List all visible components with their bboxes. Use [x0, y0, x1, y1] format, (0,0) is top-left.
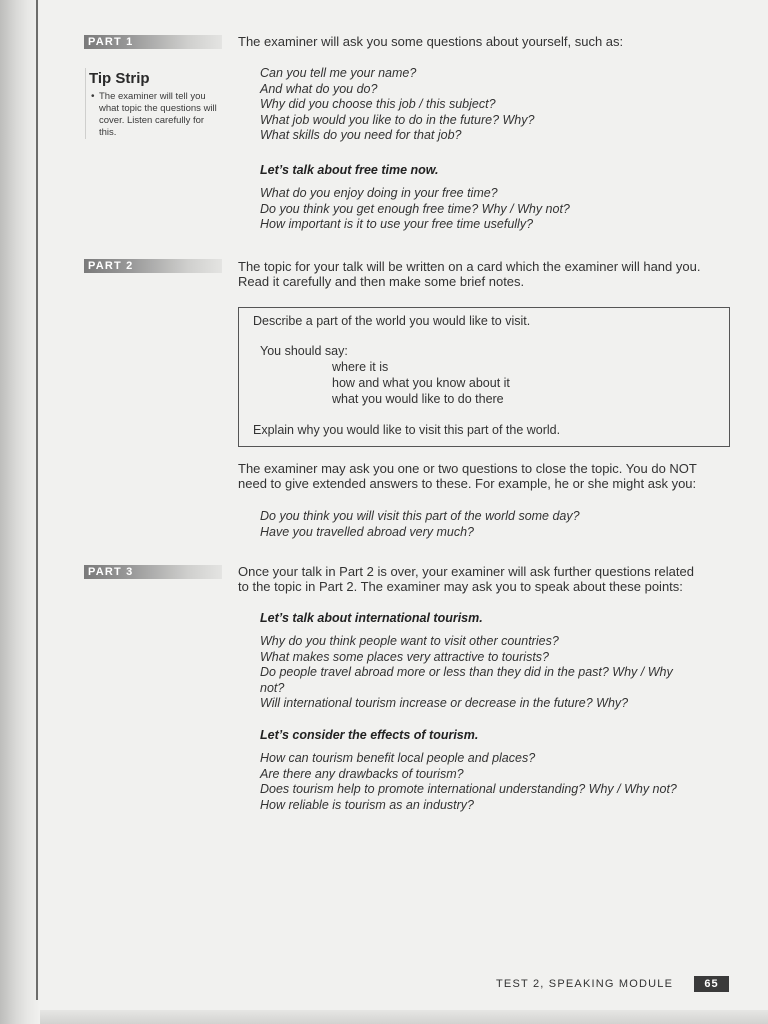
tip-strip — [85, 68, 229, 139]
part-2-followup-line: need to give extended answers to these. For example, he or she might ask you: — [238, 476, 697, 491]
question: Do you think you will visit this part of the world some day? — [260, 509, 580, 523]
part-3-effects-questions — [260, 751, 677, 813]
part-1-questions — [260, 66, 534, 144]
part-3-effects-heading: Let’s consider the effects of tourism. — [260, 728, 479, 742]
question: Do people travel abroad more or less than they did in the past? Why / Why — [260, 665, 673, 679]
part-3-intro-line: Once your talk in Part 2 is over, your examiner will ask further questions related — [238, 564, 694, 579]
card-point: where it is — [332, 360, 389, 374]
part-3-tourism-questions — [260, 634, 673, 712]
card-point: what you would like to do there — [332, 392, 504, 406]
question: not? — [260, 680, 285, 695]
question: Why do you think people want to visit other countries? — [260, 634, 559, 648]
part-3-label: PART 3 — [84, 565, 222, 579]
page-number: 65 — [694, 976, 729, 992]
part-1-intro: The examiner will ask you some questions about yourself, such as: — [238, 34, 624, 49]
question: How reliable is tourism as an industry? — [260, 797, 474, 812]
book-binding-shadow — [0, 0, 40, 1024]
binding-line — [36, 0, 38, 1000]
part-1-free-time-heading: Let’s talk about free time now. — [260, 163, 439, 177]
card-should-say: You should say: — [260, 344, 348, 358]
part-2-label: PART 2 — [84, 259, 222, 273]
part-3-tourism-heading: Let’s talk about international tourism. — [260, 611, 483, 625]
part-2-intro-line: Read it carefully and then make some brief notes. — [238, 274, 525, 289]
card-point: how and what you know about it — [332, 376, 510, 390]
part-1-free-time-questions — [260, 186, 570, 233]
question: Are there any drawbacks of tourism? — [260, 766, 464, 781]
part-3-intro — [238, 564, 694, 594]
part-3-intro-line: to the topic in Part 2. The examiner may ask you to speak about these points: — [238, 579, 683, 594]
part-2-intro — [238, 259, 700, 289]
question: What do you enjoy doing in your free time? — [260, 186, 498, 200]
question: What skills do you need for that job? — [260, 128, 462, 142]
question: And what do you do? — [260, 81, 378, 96]
card-describe: Describe a part of the world you would like to visit. — [253, 314, 531, 328]
tip-strip-text: • The examiner will tell you what topic the questions will cover. Listen carefully for this. — [89, 91, 221, 139]
footer-module-label: TEST 2, SPEAKING MODULE — [496, 978, 674, 990]
question: Have you travelled abroad very much? — [260, 524, 475, 539]
question: What makes some places very attractive to tourists? — [260, 649, 549, 664]
question: How important is it to use your free time usefully? — [260, 217, 534, 231]
question: Will international tourism increase or decrease in the future? Why? — [260, 696, 629, 710]
part-2-followup-questions — [260, 509, 580, 540]
page-bottom-edge — [40, 1010, 768, 1024]
part-1-label: PART 1 — [84, 35, 222, 49]
question: Why did you choose this job / this subject? — [260, 97, 496, 111]
part-2-intro-line: The topic for your talk will be written on a card which the examiner will hand you. — [238, 259, 701, 274]
question: Can you tell me your name? — [260, 66, 417, 80]
topic-card — [238, 307, 730, 447]
card-explain: Explain why you would like to visit this part of the world. — [253, 423, 561, 437]
tip-strip-title: Tip Strip — [89, 70, 150, 87]
question: What job would you like to do in the future? Why? — [260, 112, 535, 127]
part-2-followup — [238, 461, 697, 491]
part-2-followup-line: The examiner may ask you one or two questions to close the topic. You do NOT — [238, 461, 697, 476]
question: Do you think you get enough free time? Why / Why not? — [260, 201, 570, 216]
question: How can tourism benefit local people and places? — [260, 751, 536, 765]
question: Does tourism help to promote international understanding? Why / Why not? — [260, 782, 677, 796]
